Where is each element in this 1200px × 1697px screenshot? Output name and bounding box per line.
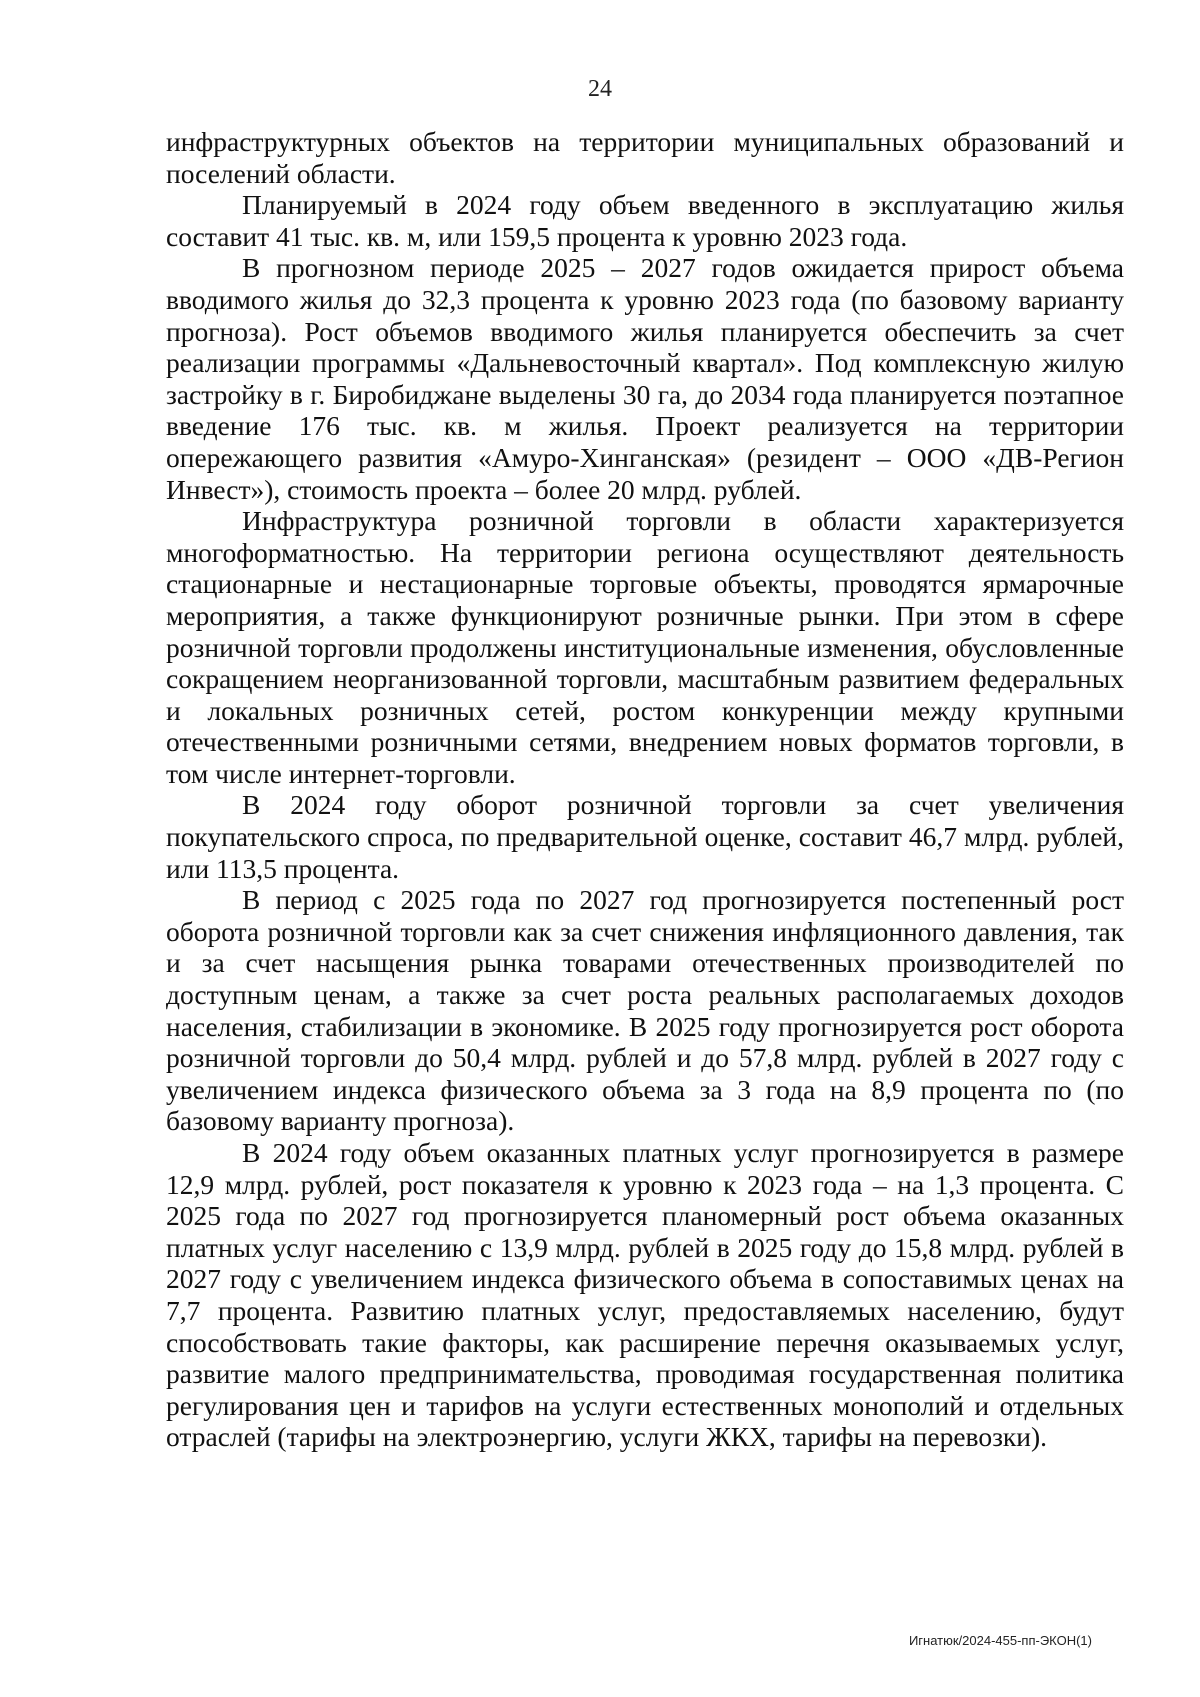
paragraph-paid-services: В 2024 году объем оказанных платных услуг прогнозируется в размере 12,9 млрд. рублей, рост показателя к уровню к 2023 года – на 1,3 процента. С 2025 года по 2027 год прогнозируется планомерный рост объема оказанных платных услуг населению с 13,9 млрд. рублей в 2025 году до 15,8 млрд. рублей в 2027 году с увеличением индекса физического объема в сопоставимых ценах на 7,7 процента. Развитию платных услуг, предоставляемых населению, будут способствовать такие факторы, как расширение перечня оказываемых услуг, развитие малого предпринимательства, проводимая государственная политика регулирования цен и тарифов на услуги естественных монополий и отдельных отраслей (тарифы на электроэнергию, услуги ЖКХ, тарифы на перевозки).: [166, 1137, 1124, 1453]
paragraph-housing-forecast: В прогнозном периоде 2025 – 2027 годов ожидается прирост объема вводимого жилья до 32,3 процента к уровню 2023 года (по базовому варианту прогноза). Рост объемов вводимого жилья планируется обеспечить за счет реализации программы «Дальневосточный квартал». Под комплексную жилую застройку в г. Биробиджане выделены 30 га, до 2034 года планируется поэтапное введение 176 тыс. кв. м жилья. Проект реализуется на территории опережающего развития «Амуро-Хинганская» (резидент – ООО «ДВ-Регион Инвест»), стоимость проекта – более 20 млрд. рублей.: [166, 252, 1124, 505]
document-footer-code: Игнатюк/2024-455-пп-ЭКОН(1): [908, 1633, 1092, 1648]
paragraph-retail-2024: В 2024 году оборот розничной торговли за счет увеличения покупательского спроса, по предварительной оценке, составит 46,7 млрд. рублей, или 113,5 процента.: [166, 789, 1124, 884]
paragraph-continuation: инфраструктурных объектов на территории муниципальных образований и поселений области.: [166, 126, 1124, 189]
paragraph-retail-forecast: В период с 2025 года по 2027 год прогнозируется постепенный рост оборота розничной торговли как за счет снижения инфляционного давления, так и за счет насыщения рынка товарами отечественных производителей по доступным ценам, а также за счет роста реальных располагаемых доходов населения, стабилизации в экономике. В 2025 году прогнозируется рост оборота розничной торговли до 50,4 млрд. рублей и до 57,8 млрд. рублей в 2027 году с увеличением индекса физического объема за 3 года на 8,9 процента по (по базовому варианту прогноза).: [166, 884, 1124, 1137]
paragraph-housing-2024: Планируемый в 2024 году объем введенного в эксплуатацию жилья составит 41 тыс. кв. м, или 159,5 процента к уровню 2023 года.: [166, 189, 1124, 252]
paragraph-retail-infrastructure: Инфраструктура розничной торговли в области характеризуется многоформатностью. На территории региона осуществляют деятельность стационарные и нестационарные торговые объекты, проводятся ярмарочные мероприятия, а также функционируют розничные рынки. При этом в сфере розничной торговли продолжены институциональные изменения, обусловленные сокращением неорганизованной торговли, масштабным развитием федеральных и локальных розничных сетей, ростом конкуренции между крупными отечественными розничными сетями, внедрением новых форматов торговли, в том числе интернет-торговли.: [166, 505, 1124, 789]
document-body: [166, 126, 1124, 1453]
page-number: 24: [588, 76, 612, 102]
